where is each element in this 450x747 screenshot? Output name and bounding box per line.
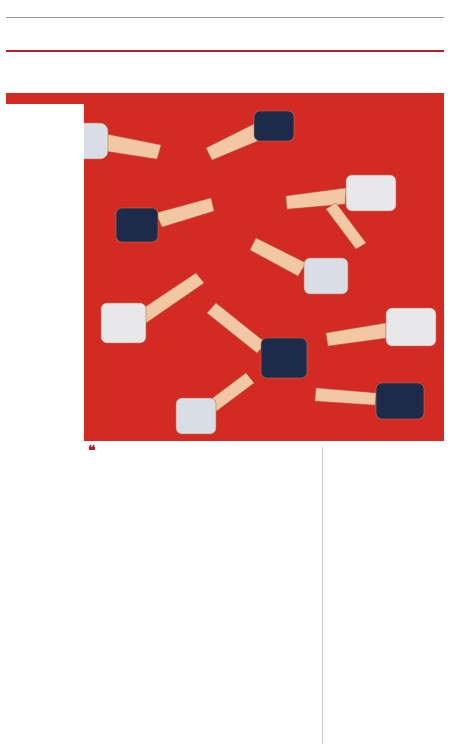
quote-mark-icon: ❝ xyxy=(88,444,96,459)
article-column-1 xyxy=(6,104,84,744)
pull-quote xyxy=(88,444,161,459)
masthead-rule xyxy=(6,17,444,18)
masthead xyxy=(6,4,444,16)
sidebar-column-1 xyxy=(326,526,384,746)
article-column-3 xyxy=(166,447,241,745)
sidebar-column-2 xyxy=(388,526,444,746)
column-divider xyxy=(322,447,323,744)
article-column-4 xyxy=(245,447,320,745)
section-rule xyxy=(6,50,444,52)
